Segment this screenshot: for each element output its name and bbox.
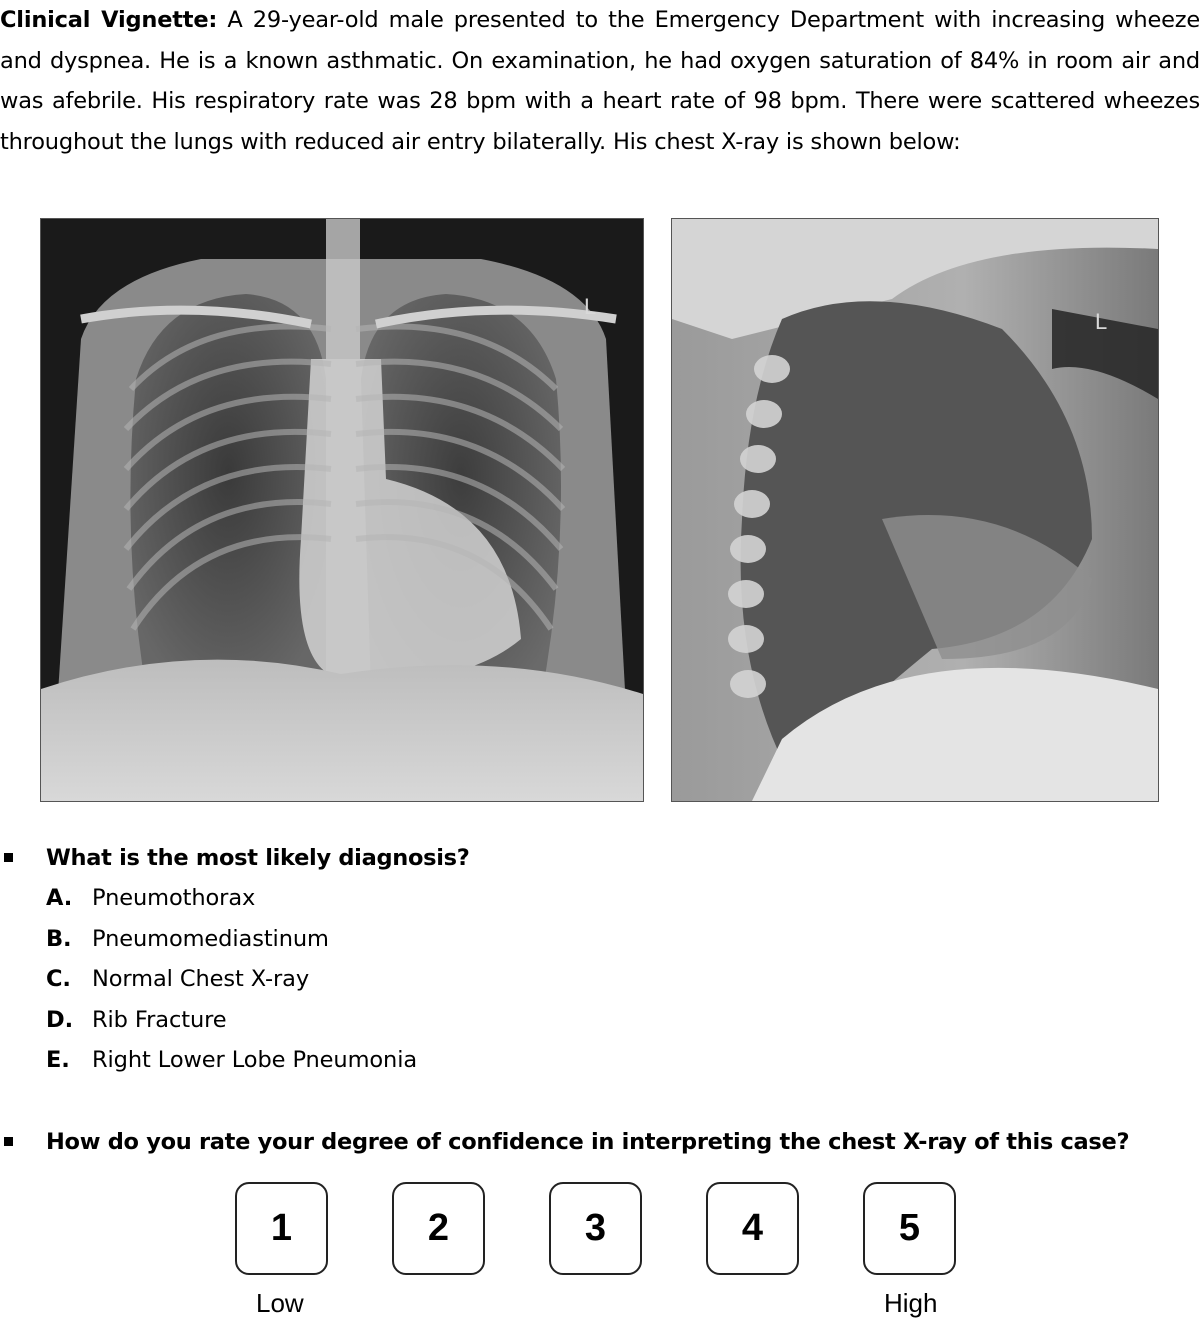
option-letter: B. [46, 925, 72, 952]
question-confidence: How do you rate your degree of confidence in interpreting the chest X-ray of this case? [46, 1129, 1130, 1155]
option-e[interactable] [46, 1040, 417, 1081]
clinical-vignette [0, 0, 1200, 162]
vignette-text: A 29-year-old male presented to the Emergency Department with increasing wheeze and dyspnea. He is a known asthmatic. On examination, he had oxygen saturation of 84% in room air and was afebrile. His respiratory rate was 28 bpm with a heart rate of 98 bpm. There were scattered wheezes throughout the lungs with reduced air entry bilaterally. His chest X-ray is shown below: [0, 7, 1200, 155]
option-text: Rib Fracture [92, 1006, 227, 1033]
option-text: Pneumomediastinum [92, 925, 329, 952]
option-letter: E. [46, 1047, 70, 1074]
pa-side-marker: L [584, 294, 597, 319]
option-letter: C. [46, 966, 71, 993]
scale-high-label: High [884, 1288, 938, 1318]
bullet-icon [4, 853, 13, 862]
option-b[interactable] [46, 919, 417, 960]
answer-options [46, 878, 417, 1081]
option-letter: A. [46, 885, 73, 911]
option-c[interactable] [46, 959, 417, 1000]
scale-low-label: Low [256, 1288, 304, 1318]
bullet-icon [4, 1137, 13, 1146]
option-text: Pneumothorax [92, 885, 256, 911]
chest-xray-lateral-image [671, 218, 1159, 802]
rating-button-3[interactable]: 3 [549, 1182, 642, 1275]
vignette-label: Clinical Vignette: [0, 7, 218, 33]
rating-button-4[interactable]: 4 [706, 1182, 799, 1275]
option-letter: D. [46, 1006, 74, 1033]
option-d[interactable] [46, 1000, 417, 1041]
question-diagnosis: What is the most likely diagnosis? [46, 845, 470, 871]
option-text: Normal Chest X-ray [92, 966, 310, 993]
option-text: Right Lower Lobe Pneumonia [92, 1047, 418, 1074]
rating-button-1[interactable]: 1 [235, 1182, 328, 1275]
lateral-side-marker: L [1095, 309, 1108, 334]
rating-button-5[interactable]: 5 [863, 1182, 956, 1275]
chest-xray-pa-image [40, 218, 644, 802]
rating-button-2[interactable]: 2 [392, 1182, 485, 1275]
option-a[interactable] [46, 878, 417, 919]
